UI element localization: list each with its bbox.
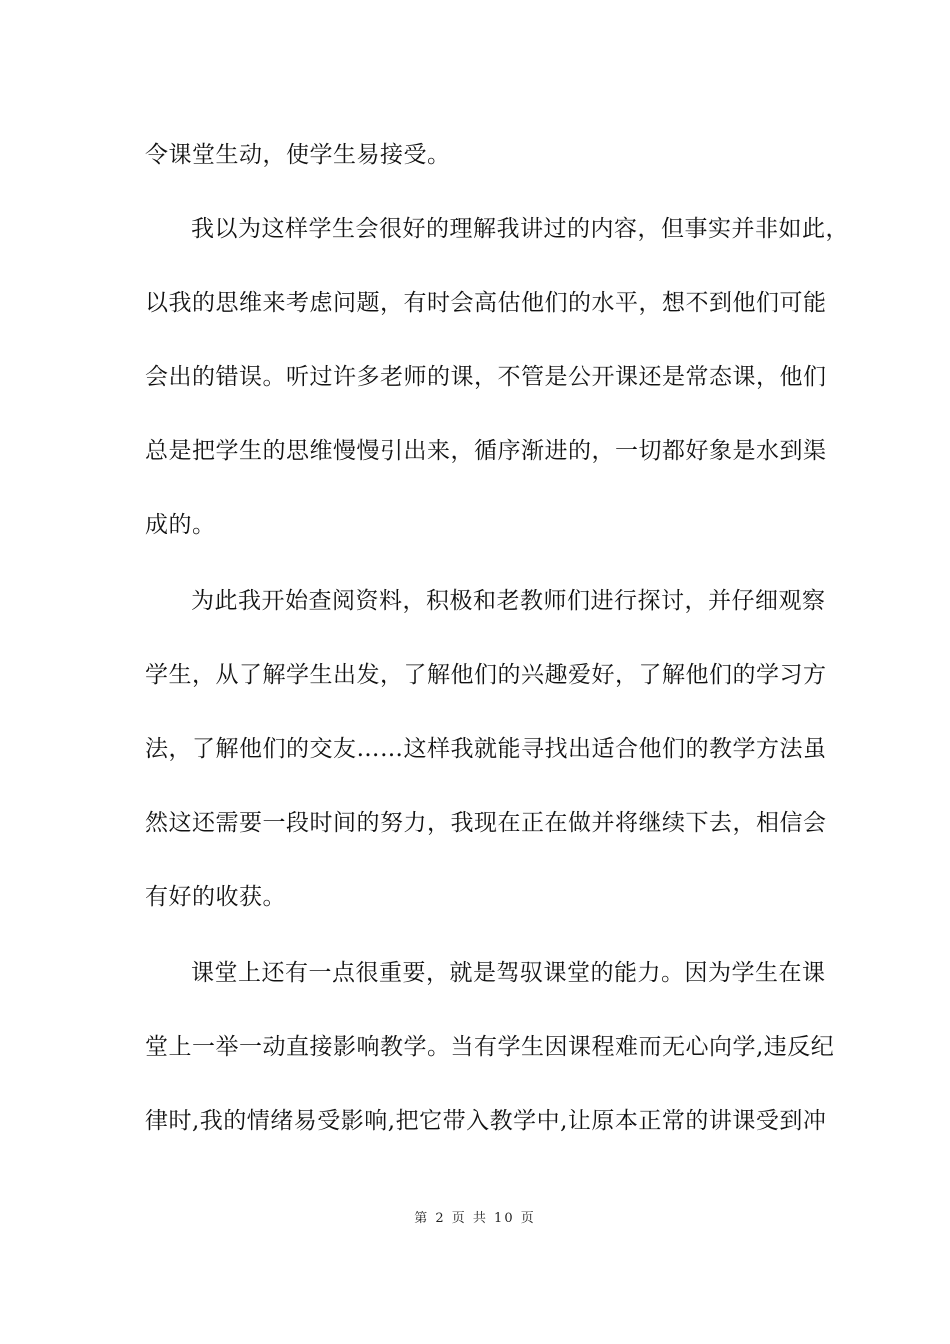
text-line-5: 总是把学生的思维慢慢引出来，循序渐进的，一切都好象是水到渠: [145, 438, 827, 464]
text-line-13: 堂上一举一动直接影响教学。当有学生因课程难而无心向学,违反纪: [145, 1034, 835, 1060]
text-line-11: 有好的收获。: [145, 884, 286, 910]
text-line-4: 会出的错误。听过许多老师的课，不管是公开课还是常态课，他们: [145, 364, 827, 390]
text-line-3: 以我的思维来考虑问题，有时会高估他们的水平，想不到他们可能: [145, 290, 827, 316]
text-line-10: 然这还需要一段时间的努力，我现在正在做并将继续下去，相信会: [145, 810, 827, 836]
text-line-1: 令课堂生动，使学生易接受。: [145, 142, 451, 168]
text-line-9: 法，了解他们的交友……这样我就能寻找出适合他们的教学方法虽: [145, 736, 827, 762]
text-line-14: 律时,我的情绪易受影响,把它带入教学中,让原本正常的讲课受到冲: [145, 1108, 827, 1134]
text-line-8: 学生，从了解学生出发，了解他们的兴趣爱好，了解他们的学习方: [145, 662, 827, 688]
text-line-2: 我以为这样学生会很好的理解我讲过的内容，但事实并非如此，: [191, 216, 849, 242]
page-footer: 第 2 页 共 10 页: [414, 1211, 536, 1226]
text-line-12: 课堂上还有一点很重要，就是驾驭课堂的能力。因为学生在课: [191, 960, 826, 986]
text-line-6: 成的。: [145, 512, 216, 538]
text-line-7: 为此我开始查阅资料，积极和老教师们进行探讨，并仔细观察: [191, 588, 826, 614]
